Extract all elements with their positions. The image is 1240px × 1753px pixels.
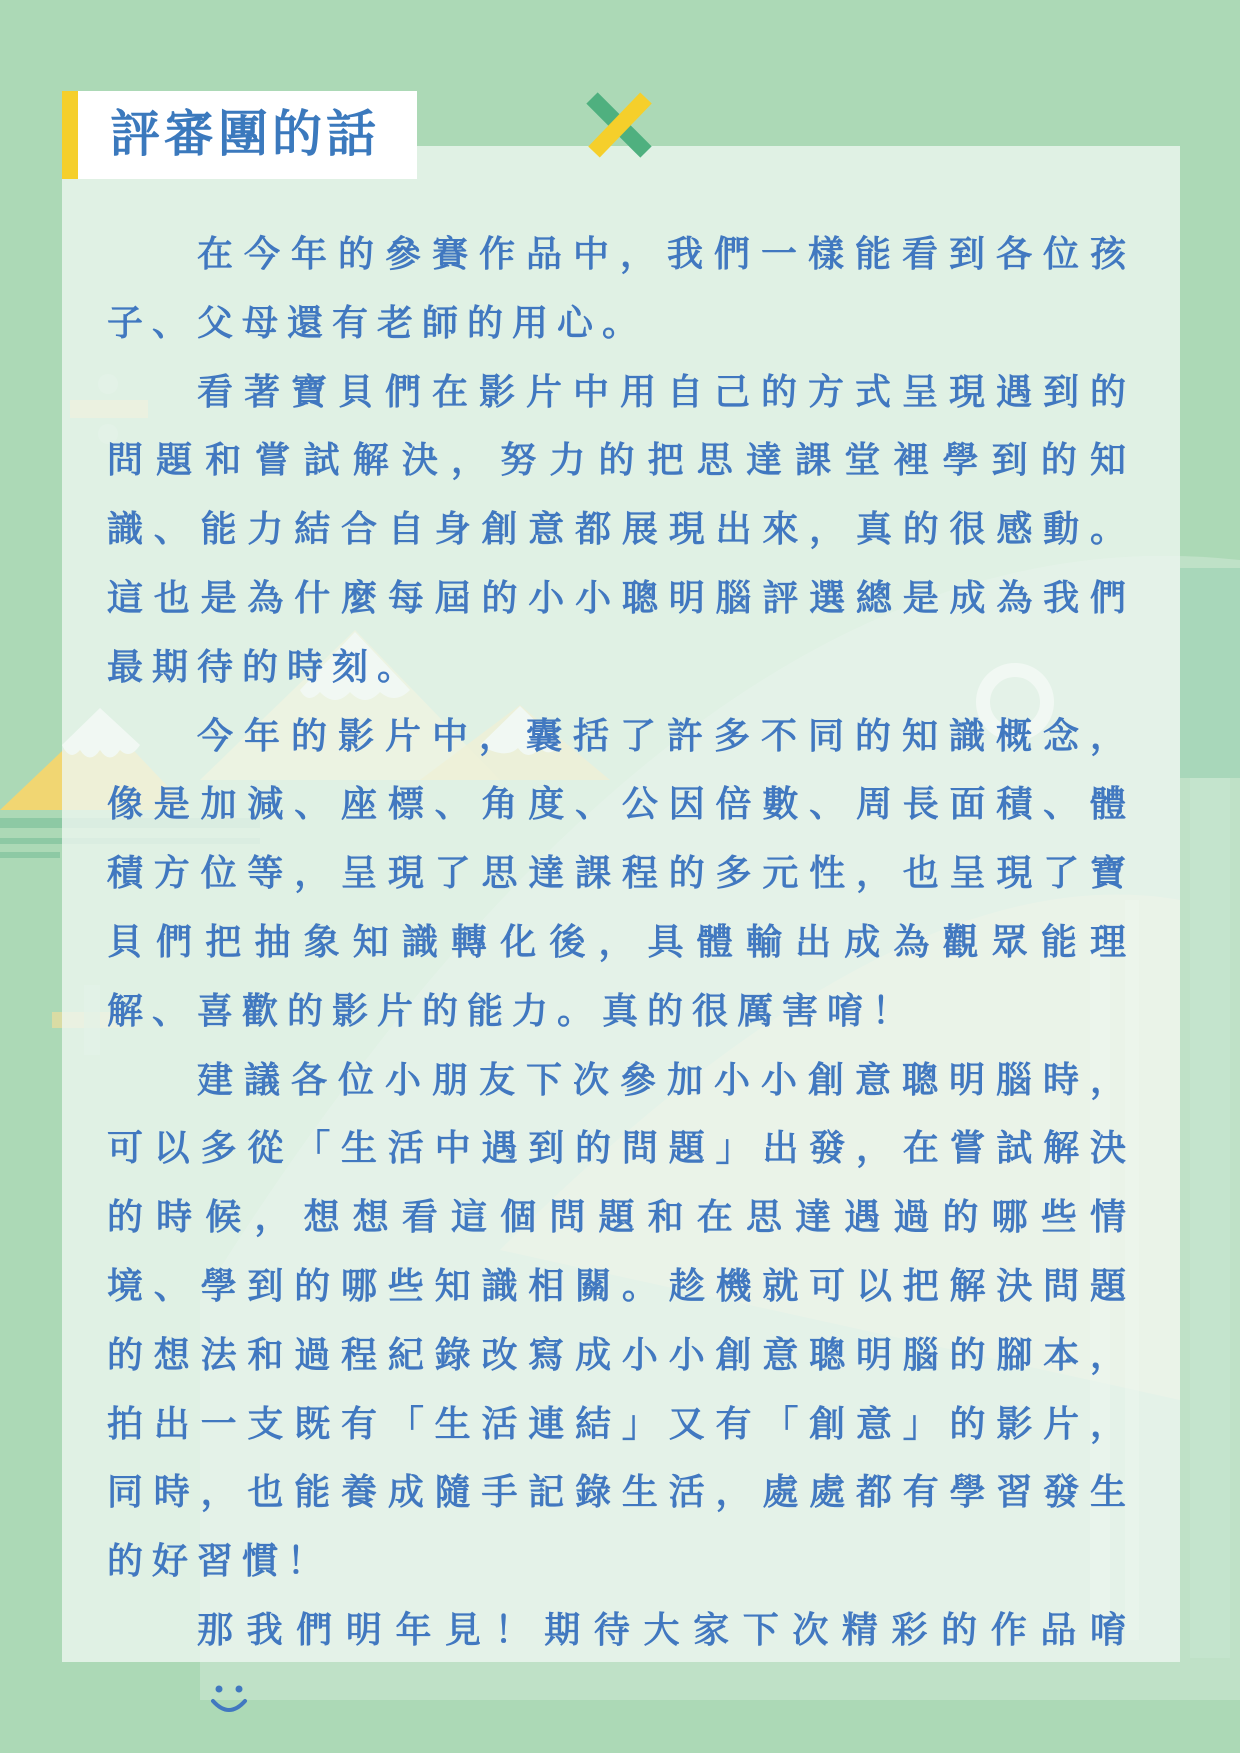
smile-icon	[119, 1672, 249, 1741]
message-body	[107, 221, 1135, 1741]
paragraph-1: 在今年的參賽作品中，我們一樣能看到各位孩子、父母還有老師的用心。	[107, 234, 1135, 344]
x-cross-icon	[584, 90, 664, 170]
closing-text: 那我們明年見！期待大家下次精彩的作品唷	[197, 1609, 1135, 1651]
paragraph-5	[107, 1597, 1135, 1741]
page-title: 評審團的話	[110, 105, 380, 163]
paragraph-3: 今年的影片中，囊括了許多不同的知識概念，像是加減、座標、角度、公因倍數、周長面積、體積方位等，呈現了思達課程的多元性，也呈現了寶貝們把抽象知識轉化後，具體輸出成為觀眾能理解、喜歡的影片的能力。真的很厲害唷！	[107, 715, 1135, 1032]
paragraph-2: 看著寶貝們在影片中用自己的方式呈現遇到的問題和嘗試解決，努力的把思達課堂裡學到的知識、能力結合自身創意都展現出來，真的很感動。這也是為什麼每屆的小小聰明腦評選總是成為我們最期待的時刻。	[107, 371, 1135, 688]
title-accent-bar	[62, 91, 78, 179]
paragraph-4: 建議各位小朋友下次參加小小創意聰明腦時，可以多從「生活中遇到的問題」出發，在嘗試解決的時候，想想看這個問題和在思達遇過的哪些情境、學到的哪些知識相關。趁機就可以把解決問題的想法和過程紀錄改寫成小小創意聰明腦的腳本，拍出一支既有「生活連結」又有「創意」的影片，同時，也能養成隨手記錄生活，處處都有學習發生的好習慣！	[107, 1059, 1135, 1583]
